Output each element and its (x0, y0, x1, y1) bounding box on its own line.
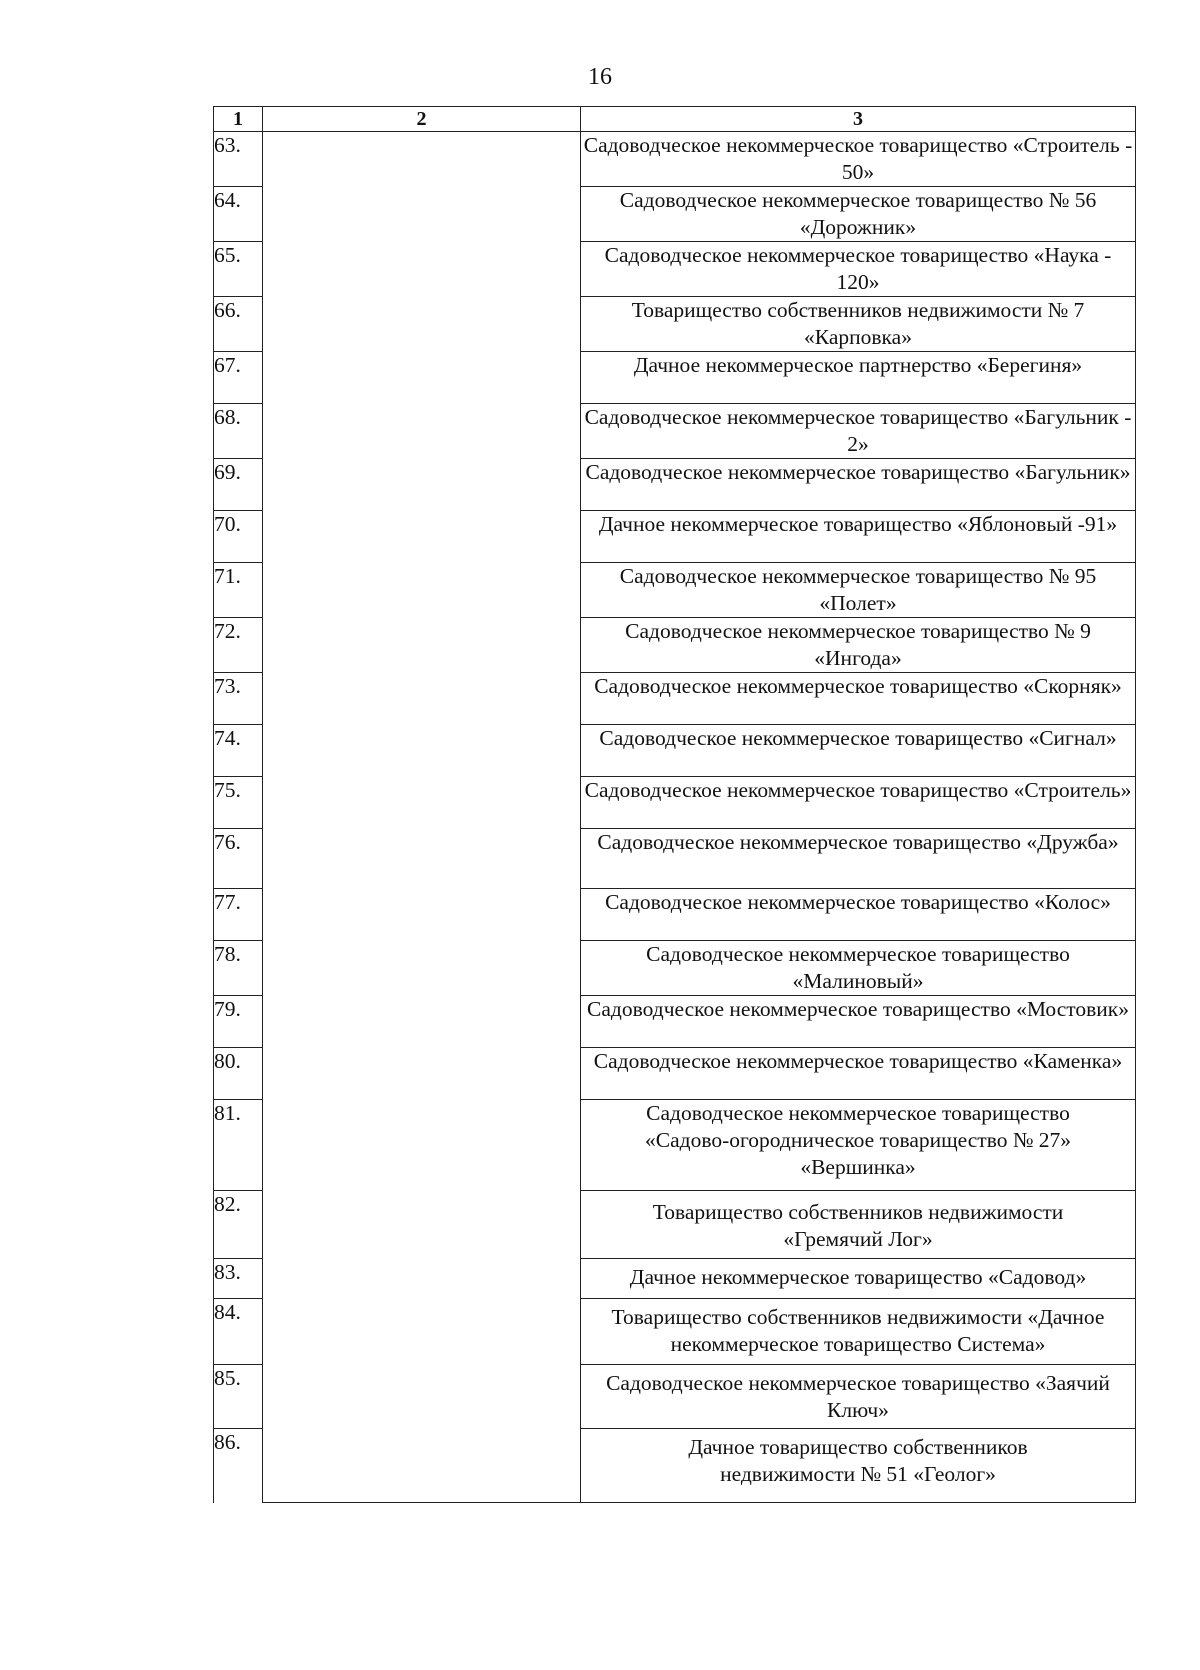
table-row (214, 352, 1136, 404)
organization-name: Садоводческое некоммерческое товарищество «Мостовик» (581, 996, 1136, 1048)
row-number: 79. (214, 996, 263, 1048)
empty-cell (263, 1259, 581, 1299)
row-number: 74. (214, 725, 263, 777)
column-header-3: 3 (581, 107, 1136, 132)
row-number: 65. (214, 242, 263, 297)
table-row (214, 889, 1136, 941)
empty-cell (263, 996, 581, 1048)
empty-cell (263, 1365, 581, 1429)
organization-name: Садоводческое некоммерческое товарищество «Строитель - 50» (581, 132, 1136, 187)
organization-name: Садоводческое некоммерческое товарищество «Дружба» (581, 829, 1136, 889)
row-number: 84. (214, 1299, 263, 1365)
organization-name: Садоводческое некоммерческое товарищество «Заячий Ключ» (581, 1365, 1136, 1429)
empty-cell (263, 1299, 581, 1365)
empty-cell (263, 563, 581, 618)
organizations-table (213, 106, 1136, 1503)
row-number: 66. (214, 297, 263, 352)
organization-name: Садоводческое некоммерческое товарищество «Наука - 120» (581, 242, 1136, 297)
column-header-1: 1 (214, 107, 263, 132)
empty-cell (263, 889, 581, 941)
table-row (214, 673, 1136, 725)
row-number: 86. (214, 1429, 263, 1503)
organization-name: Садоводческое некоммерческое товарищество «Колос» (581, 889, 1136, 941)
empty-cell (263, 941, 581, 996)
table-row (214, 1048, 1136, 1100)
organization-name: Садоводческое некоммерческое товарищество «Багульник - 2» (581, 404, 1136, 459)
empty-cell (263, 725, 581, 777)
organization-name: Садоводческое некоммерческое товарищество № 56 «Дорожник» (581, 187, 1136, 242)
empty-cell (263, 511, 581, 563)
row-number: 71. (214, 563, 263, 618)
table-row (214, 829, 1136, 889)
table-row (214, 297, 1136, 352)
table-row (214, 1299, 1136, 1365)
row-number: 75. (214, 777, 263, 829)
organization-name (581, 1429, 1136, 1503)
empty-cell (263, 187, 581, 242)
row-number: 78. (214, 941, 263, 996)
organization-name: Садоводческое некоммерческое товарищество «Каменка» (581, 1048, 1136, 1100)
empty-cell (263, 352, 581, 404)
row-number: 68. (214, 404, 263, 459)
empty-cell (263, 459, 581, 511)
empty-cell (263, 777, 581, 829)
empty-cell (263, 242, 581, 297)
organization-name: Дачное некоммерческое товарищество «Садовод» (581, 1259, 1136, 1299)
organization-name (581, 1100, 1136, 1191)
row-number: 85. (214, 1365, 263, 1429)
empty-cell (263, 1429, 581, 1503)
organization-name: Садоводческое некоммерческое товарищество «Багульник» (581, 459, 1136, 511)
empty-cell (263, 618, 581, 673)
organization-name: Дачное некоммерческое партнерство «Берегиня» (581, 352, 1136, 404)
table-row (214, 404, 1136, 459)
table-header-row (214, 107, 1136, 132)
table-row (214, 725, 1136, 777)
table-row (214, 1100, 1136, 1191)
organization-name: Товарищество собственников недвижимости «Дачное некоммерческое товарищество Система» (581, 1299, 1136, 1365)
empty-cell (263, 1191, 581, 1259)
organization-name: Садоводческое некоммерческое товарищество «Малиновый» (581, 941, 1136, 996)
organization-name-text: Садоводческое некоммерческое товарищество «Садово-огородническое товарищество № 27» «Вершинка» (645, 1101, 1071, 1179)
table-row (214, 187, 1136, 242)
table-row (214, 618, 1136, 673)
row-number: 80. (214, 1048, 263, 1100)
organization-name-text: Товарищество собственников недвижимости «Гремячий Лог» (652, 1200, 1064, 1251)
table-row (214, 1191, 1136, 1259)
empty-cell (263, 1048, 581, 1100)
table-row (214, 1365, 1136, 1429)
organization-name: Садоводческое некоммерческое товарищество «Строитель» (581, 777, 1136, 829)
table-row (214, 1259, 1136, 1299)
table-row (214, 242, 1136, 297)
organization-name-text: Дачное товарищество собственников недвижимости № 51 «Геолог» (688, 1435, 1028, 1486)
row-number: 82. (214, 1191, 263, 1259)
row-number: 70. (214, 511, 263, 563)
empty-cell (263, 404, 581, 459)
page-number: 16 (588, 64, 612, 90)
table-row (214, 777, 1136, 829)
organization-name: Садоводческое некоммерческое товарищество «Скорняк» (581, 673, 1136, 725)
organization-name: Садоводческое некоммерческое товарищество «Сигнал» (581, 725, 1136, 777)
row-number: 73. (214, 673, 263, 725)
organization-name: Садоводческое некоммерческое товарищество № 9 «Ингода» (581, 618, 1136, 673)
empty-cell (263, 132, 581, 187)
row-number: 72. (214, 618, 263, 673)
row-number: 77. (214, 889, 263, 941)
table-row (214, 941, 1136, 996)
table-row (214, 511, 1136, 563)
empty-cell (263, 1100, 581, 1191)
table-row (214, 996, 1136, 1048)
empty-cell (263, 829, 581, 889)
organization-name: Товарищество собственников недвижимости № 7 «Карповка» (581, 297, 1136, 352)
table-row (214, 1429, 1136, 1503)
table-row (214, 563, 1136, 618)
table-row (214, 459, 1136, 511)
empty-cell (263, 673, 581, 725)
column-header-2: 2 (263, 107, 581, 132)
organization-name (581, 1191, 1136, 1259)
row-number: 81. (214, 1100, 263, 1191)
empty-cell (263, 297, 581, 352)
row-number: 83. (214, 1259, 263, 1299)
organization-name: Дачное некоммерческое товарищество «Яблоновый -91» (581, 511, 1136, 563)
row-number: 63. (214, 132, 263, 187)
row-number: 76. (214, 829, 263, 889)
row-number: 67. (214, 352, 263, 404)
table-row (214, 132, 1136, 187)
row-number: 69. (214, 459, 263, 511)
row-number: 64. (214, 187, 263, 242)
organization-name: Садоводческое некоммерческое товарищество № 95 «Полет» (581, 563, 1136, 618)
